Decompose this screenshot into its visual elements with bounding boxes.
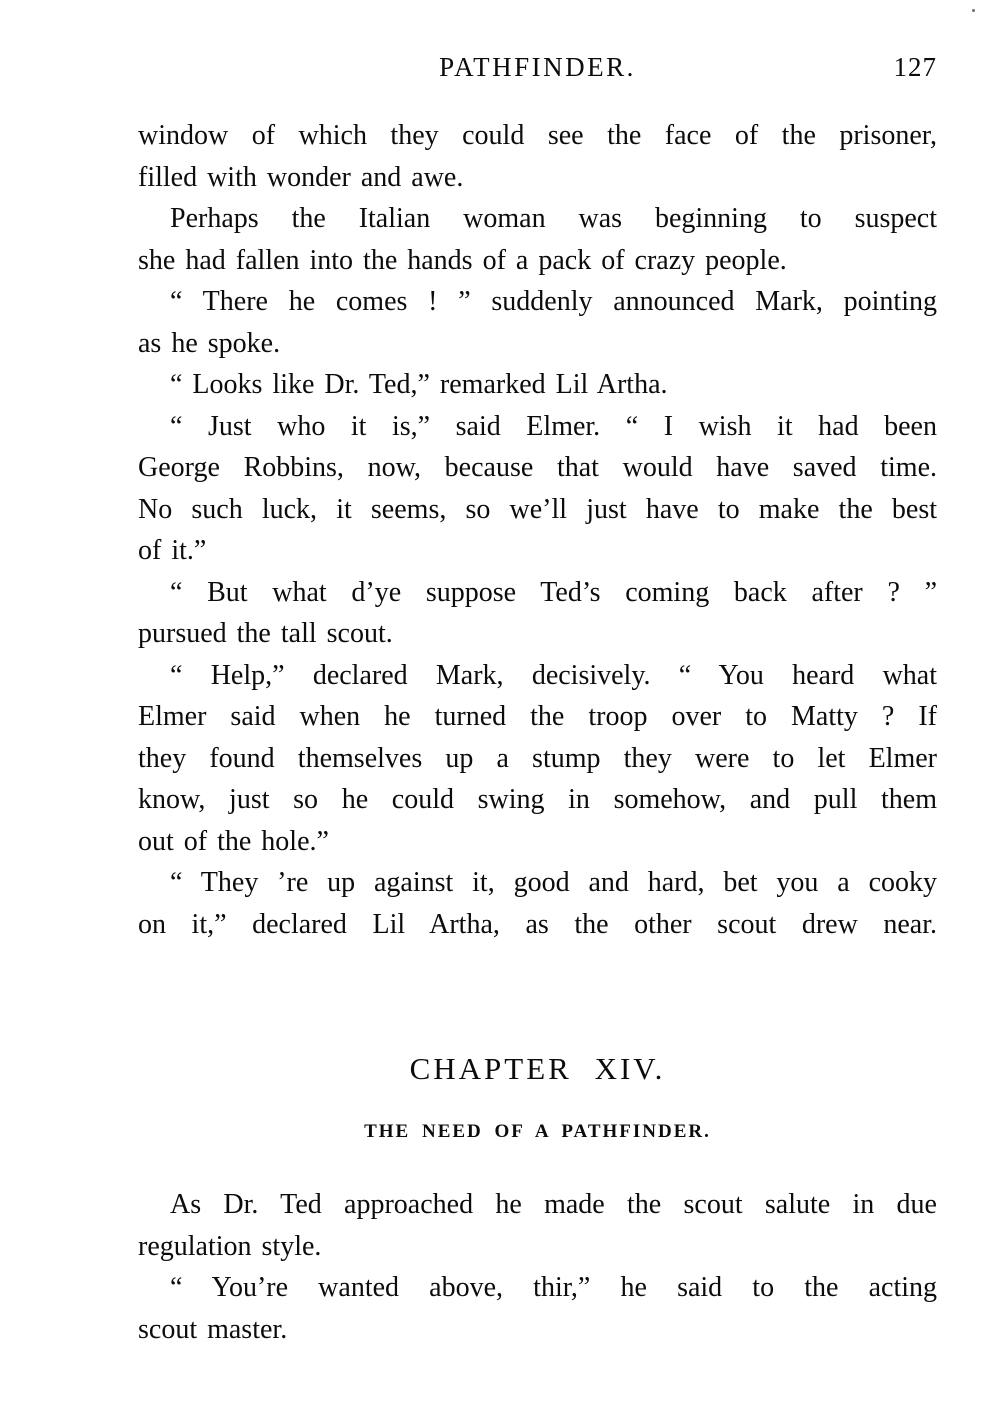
text-line: “ Looks like Dr. Ted,” remarked Lil Artha. (170, 369, 668, 400)
page-number: 127 (893, 52, 937, 82)
text-line: she had fallen into the hands of a pack of crazy people. (138, 244, 787, 276)
body-text-before-chapter (138, 115, 937, 945)
text-line: scout master. (138, 1313, 288, 1345)
paragraph (138, 406, 937, 572)
text-line: “ They ’re up against it, good and hard, bet you a cooky (170, 867, 937, 898)
text-line: George Robbins, now, because that would have saved time. (138, 452, 937, 483)
text-line: window of which they could see the face of the prisoner, (138, 120, 937, 151)
paragraph (138, 364, 937, 406)
text-line: Perhaps the Italian woman was beginning to suspect (170, 203, 937, 234)
text-line: pursued the tall scout. (138, 618, 393, 649)
text-line: they found themselves up a stump they were to let Elmer (138, 742, 937, 774)
chapter-heading: CHAPTER XIV. (409, 1051, 666, 1086)
text-line: “ There he comes ! ” suddenly announced Mark, pointing (170, 286, 937, 317)
paragraph (138, 862, 937, 945)
text-line: Elmer said when he turned the troop over to Matty ? If (138, 701, 937, 732)
text-line: “ You’re wanted above, thir,” he said to the acting (170, 1272, 937, 1303)
paragraph (138, 115, 937, 198)
text-line: know, just so he could swing in somehow, and pull them (138, 784, 937, 815)
text-line: “ But what d’ye suppose Ted’s coming back after ? ” (170, 576, 937, 608)
text-line: regulation style. (138, 1230, 322, 1262)
chapter-subheading: THE NEED OF A PATHFINDER. (364, 1121, 711, 1142)
paragraph (138, 1267, 937, 1350)
page-content (138, 52, 937, 1350)
paragraph (138, 655, 937, 863)
paragraph (138, 281, 937, 364)
text-line: of it.” (138, 535, 207, 566)
page-header (138, 52, 937, 82)
text-line: “ Help,” declared Mark, decisively. “ You heard what (170, 659, 937, 691)
text-line: on it,” declared Lil Artha, as the other scout drew near. (138, 908, 937, 940)
paragraph (138, 1184, 937, 1267)
scan-speck (972, 9, 975, 12)
text-line: No such luck, it seems, so we’ll just have to make the best (138, 493, 937, 525)
text-line: as he spoke. (138, 327, 281, 359)
text-line: “ Just who it is,” said Elmer. “ I wish it had been (170, 410, 937, 442)
text-line: As Dr. Ted approached he made the scout salute in due (170, 1189, 937, 1220)
text-line: out of the hole.” (138, 825, 329, 857)
body-text-after-chapter (138, 1184, 937, 1350)
paragraph (138, 198, 937, 281)
paragraph (138, 572, 937, 655)
running-header: PATHFINDER. (439, 52, 636, 82)
text-line: filled with wonder and awe. (138, 161, 464, 193)
